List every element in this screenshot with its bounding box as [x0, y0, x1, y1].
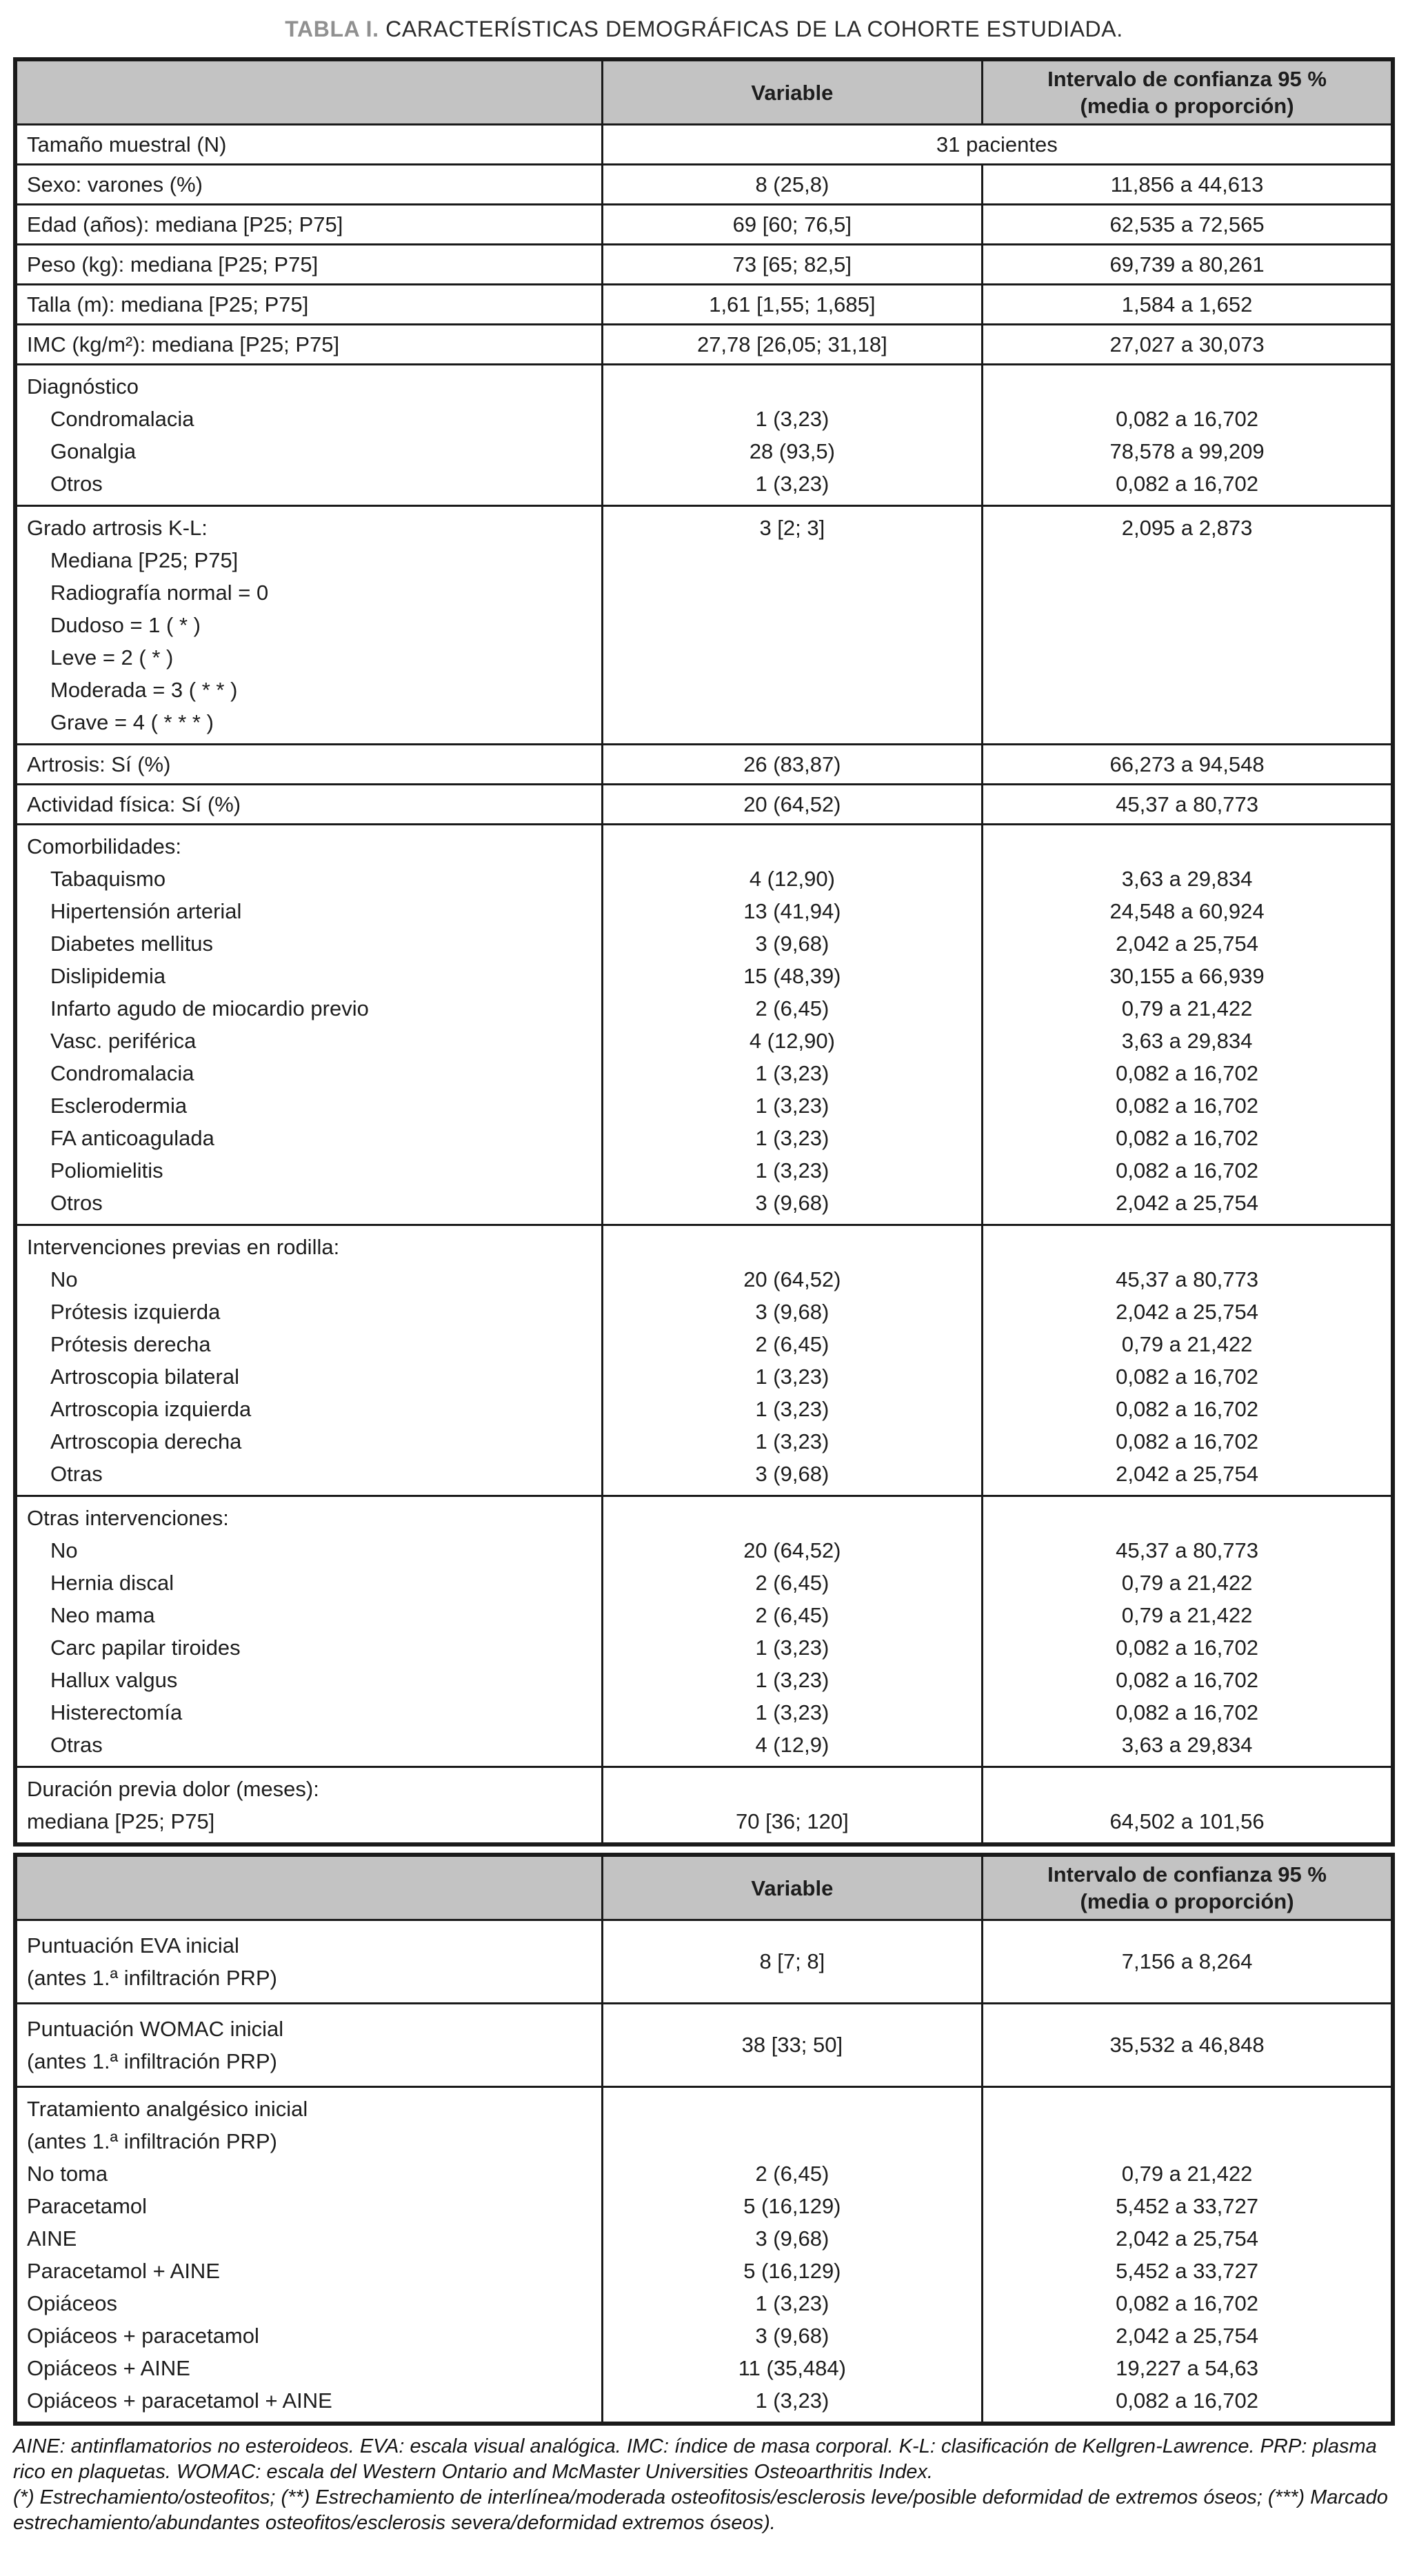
row-ci-line: 3,63 a 29,834: [1121, 1733, 1253, 1757]
row-label-line: Comorbilidades:: [27, 834, 181, 858]
row-ci-line: 2,042 a 25,754: [1116, 2324, 1258, 2348]
row-label-line: Grave = 4 ( * * * ): [50, 710, 214, 734]
row-label-line: Paracetamol: [27, 2194, 148, 2218]
row-label: [15, 365, 602, 506]
row-value-line: 1 (3,23): [755, 1094, 829, 1118]
row-value-line: [613, 830, 972, 863]
row-label-line: Intervenciones previas en rodilla:: [27, 1235, 340, 1259]
row-ci-line: 0,082 a 16,702: [1116, 472, 1258, 496]
row-label-line: Neo mama: [50, 1603, 155, 1627]
row-value: [602, 2087, 982, 2424]
row-label-line: (antes 1.ª infiltración PRP): [27, 2129, 277, 2153]
row-ci: 35,532 a 46,848: [983, 2004, 1393, 2087]
row-value: 20 (64,52): [602, 785, 982, 825]
row-label-line: No: [50, 1267, 78, 1291]
row-value-line: 20 (64,52): [743, 1267, 841, 1291]
row-ci-line: 0,79 a 21,422: [1121, 2162, 1253, 2186]
row-ci-line: 2,042 a 25,754: [1116, 1462, 1258, 1486]
row-value-line: 1 (3,23): [755, 1397, 829, 1421]
table-row: [15, 325, 1393, 365]
row-value: 26 (83,87): [602, 745, 982, 785]
row-label-line: Otras: [50, 1462, 103, 1486]
row-ci-line: 0,082 a 16,702: [1116, 1668, 1258, 1692]
row-label-line: AINE: [27, 2226, 77, 2251]
row-ci: [983, 365, 1393, 506]
row-label-line: Esclerodermia: [50, 1094, 188, 1118]
row-ci-line: 0,79 a 21,422: [1121, 1571, 1253, 1595]
row-value-line: 3 (9,68): [755, 2226, 829, 2251]
row-ci-line: 45,37 a 80,773: [1116, 1538, 1258, 1562]
row-value: 8 (25,8): [602, 165, 982, 205]
row-label-line: Carc papilar tiroides: [50, 1636, 241, 1660]
row-value-line: [613, 1231, 972, 1263]
row-value-line: [613, 544, 972, 576]
row-value-line: 4 (12,90): [749, 867, 835, 891]
table-body: [15, 1920, 1393, 2424]
row-ci-line: 0,082 a 16,702: [1116, 2388, 1258, 2413]
row-value-line: 28 (93,5): [749, 439, 835, 463]
row-value-line: 5 (16,129): [743, 2259, 841, 2283]
row-ci-line: 30,155 a 66,939: [1109, 964, 1265, 988]
row-ci-line: 3,63 a 29,834: [1121, 867, 1253, 891]
row-label-line: Diabetes mellitus: [50, 932, 214, 956]
row-label: [15, 2004, 602, 2087]
header-variable: Variable: [602, 59, 982, 125]
header-ci-line1: Intervalo de confianza 95 %: [1047, 67, 1327, 91]
row-ci: 45,37 a 80,773: [983, 785, 1393, 825]
row-label-line: Opiáceos + paracetamol: [27, 2324, 259, 2348]
row-ci-line: 0,082 a 16,702: [1116, 1636, 1258, 1660]
row-value-line: [613, 370, 972, 403]
row-value: [602, 1767, 982, 1845]
row-value-line: 2 (6,45): [755, 996, 829, 1020]
row-ci-line: [993, 706, 1381, 738]
row-label: Artrosis: Sí (%): [15, 745, 602, 785]
row-label-line: Duración previa dolor (meses):: [27, 1777, 319, 1801]
row-value-line: 70 [36; 120]: [735, 1809, 849, 1833]
row-ci: 11,856 a 44,613: [983, 165, 1393, 205]
table-row: [15, 506, 1393, 745]
table-title: [13, 17, 1395, 42]
row-ci-line: 2,095 a 2,873: [1121, 516, 1253, 540]
row-ci: 66,273 a 94,548: [983, 745, 1393, 785]
header-variable: Variable: [602, 1855, 982, 1920]
row-label: [15, 506, 602, 745]
row-ci-line: 2,042 a 25,754: [1116, 1191, 1258, 1215]
row-label-line: Leve = 2 ( * ): [50, 645, 174, 670]
row-ci-line: [993, 1502, 1381, 1534]
table-title-text: CARACTERÍSTICAS DEMOGRÁFICAS DE LA COHORTE ESTUDIADA.: [385, 17, 1123, 41]
row-ci: 1,584 a 1,652: [983, 285, 1393, 325]
row-label-line: (antes 1.ª infiltración PRP): [27, 1966, 277, 1990]
header-ci: [983, 59, 1393, 125]
row-label: Sexo: varones (%): [15, 165, 602, 205]
demographics-table: [13, 57, 1395, 1847]
row-ci-line: [993, 609, 1381, 641]
table-row: [15, 245, 1393, 285]
row-label-line: Condromalacia: [50, 407, 194, 431]
row-label-line: Prótesis derecha: [50, 1332, 211, 1356]
table-row: [15, 365, 1393, 506]
header-row: [15, 1855, 1393, 1920]
row-value-line: 1 (3,23): [755, 1700, 829, 1724]
table-row: [15, 165, 1393, 205]
row-label-line: Puntuación EVA inicial: [27, 1933, 239, 1958]
row-label-line: Otros: [50, 472, 103, 496]
row-ci-line: 2,042 a 25,754: [1116, 932, 1258, 956]
page: [13, 17, 1395, 2536]
row-ci: 69,739 a 80,261: [983, 245, 1393, 285]
row-ci-line: [993, 576, 1381, 609]
table-row: [15, 1225, 1393, 1496]
row-ci-line: 64,502 a 101,56: [1109, 1809, 1265, 1833]
table-body: [15, 125, 1393, 1845]
row-label-line: FA anticoagulada: [50, 1126, 214, 1150]
row-value-line: 3 (9,68): [755, 1191, 829, 1215]
row-label-line: Artroscopia bilateral: [50, 1365, 239, 1389]
row-label-line: Hallux valgus: [50, 1668, 178, 1692]
row-label-line: Opiáceos + paracetamol + AINE: [27, 2388, 332, 2413]
row-label-line: Vasc. periférica: [50, 1029, 197, 1053]
table-row: [15, 745, 1393, 785]
row-value-line: 15 (48,39): [743, 964, 841, 988]
row-value-line: [613, 1773, 972, 1805]
row-value-line: 1 (3,23): [755, 1636, 829, 1660]
row-label: [15, 1920, 602, 2004]
row-ci-line: [993, 2093, 1381, 2125]
row-ci-line: 45,37 a 80,773: [1116, 1267, 1258, 1291]
row-label-line: Gonalgia: [50, 439, 137, 463]
row-label: IMC (kg/m²): mediana [P25; P75]: [15, 325, 602, 365]
table-row: [15, 785, 1393, 825]
row-value: [602, 825, 982, 1225]
row-ci-line: 5,452 a 33,727: [1116, 2259, 1258, 2283]
row-label-line: Prótesis izquierda: [50, 1300, 221, 1324]
row-value-line: 1 (3,23): [755, 407, 829, 431]
row-label-line: Grado artrosis K-L:: [27, 516, 208, 540]
row-label: [15, 2087, 602, 2424]
row-value-line: 1 (3,23): [755, 1365, 829, 1389]
row-value: [602, 1225, 982, 1496]
row-ci-line: [993, 370, 1381, 403]
row-ci-line: [993, 2125, 1381, 2157]
row-ci-line: 5,452 a 33,727: [1116, 2194, 1258, 2218]
table-row: [15, 1767, 1393, 1845]
header-ci-line1: Intervalo de confianza 95 %: [1047, 1862, 1327, 1886]
row-label: Actividad física: Sí (%): [15, 785, 602, 825]
row-span-value: 31 pacientes: [602, 125, 1393, 165]
row-ci: [983, 1225, 1393, 1496]
row-value-line: [613, 2125, 972, 2157]
table-row: [15, 1920, 1393, 2004]
row-value-line: 4 (12,90): [749, 1029, 835, 1053]
row-label-line: Opiáceos + AINE: [27, 2356, 190, 2380]
row-value-line: 1 (3,23): [755, 1126, 829, 1150]
row-ci: 62,535 a 72,565: [983, 205, 1393, 245]
footnote-kl-grades: (*) Estrechamiento/osteofitos; (**) Estrechamiento de interlínea/moderada osteofitosis/esclerosis leve/posible deformidad de extremos óseos; (***) Marcado estrechamiento/abundantes osteofitos/esclerosis severa/deformidad extremos óseos).: [13, 2486, 1388, 2534]
row-ci-line: [993, 544, 1381, 576]
row-ci-line: 0,082 a 16,702: [1116, 2291, 1258, 2315]
row-value-line: 1 (3,23): [755, 2388, 829, 2413]
header-row: [15, 59, 1393, 125]
row-ci-line: 24,548 a 60,924: [1109, 899, 1265, 923]
row-value-line: [613, 1502, 972, 1534]
row-label: [15, 825, 602, 1225]
header-ci-line2: (media o proporción): [1080, 94, 1294, 118]
row-value: 27,78 [26,05; 31,18]: [602, 325, 982, 365]
row-value-line: 13 (41,94): [743, 899, 841, 923]
row-label-line: Puntuación WOMAC inicial: [27, 2017, 284, 2041]
row-value-line: 2 (6,45): [755, 2162, 829, 2186]
row-value-line: 20 (64,52): [743, 1538, 841, 1562]
row-label-line: Artroscopia derecha: [50, 1429, 242, 1453]
row-value: [602, 506, 982, 745]
baseline-scores-table: [13, 1853, 1395, 2426]
row-ci-line: [993, 674, 1381, 706]
row-value: 38 [33; 50]: [602, 2004, 982, 2087]
table-row: [15, 825, 1393, 1225]
row-ci-line: 0,082 a 16,702: [1116, 1700, 1258, 1724]
row-ci-line: 2,042 a 25,754: [1116, 1300, 1258, 1324]
row-ci: [983, 1767, 1393, 1845]
row-value-line: 3 [2; 3]: [759, 516, 825, 540]
header-ci-line2: (media o proporción): [1080, 1889, 1294, 1913]
row-value-line: [613, 674, 972, 706]
row-value-line: 1 (3,23): [755, 1158, 829, 1183]
row-label-line: (antes 1.ª infiltración PRP): [27, 2049, 277, 2073]
row-ci-line: 0,082 a 16,702: [1116, 1397, 1258, 1421]
row-ci-line: 0,082 a 16,702: [1116, 1429, 1258, 1453]
table-row: [15, 285, 1393, 325]
table-row: [15, 1496, 1393, 1767]
row-value-line: 5 (16,129): [743, 2194, 841, 2218]
row-value-line: 2 (6,45): [755, 1332, 829, 1356]
row-ci-line: 78,578 a 99,209: [1109, 439, 1265, 463]
row-value-line: 3 (9,68): [755, 932, 829, 956]
row-ci-line: 0,79 a 21,422: [1121, 1332, 1253, 1356]
row-label-line: Radiografía normal = 0: [50, 581, 269, 605]
row-ci-line: 19,227 a 54,63: [1116, 2356, 1258, 2380]
row-ci: [983, 506, 1393, 745]
row-label: Edad (años): mediana [P25; P75]: [15, 205, 602, 245]
table-row: [15, 125, 1393, 165]
row-label-line: mediana [P25; P75]: [27, 1809, 215, 1833]
row-ci-line: 0,79 a 21,422: [1121, 996, 1253, 1020]
row-label-line: Hernia discal: [50, 1571, 174, 1595]
row-value-line: 2 (6,45): [755, 1603, 829, 1627]
row-label-line: Artroscopia izquierda: [50, 1397, 252, 1421]
row-value-line: 1 (3,23): [755, 472, 829, 496]
row-label: [15, 1767, 602, 1845]
row-value-line: [613, 2093, 972, 2125]
row-ci-line: 0,79 a 21,422: [1121, 1603, 1253, 1627]
row-value-line: 1 (3,23): [755, 1668, 829, 1692]
header-empty-cell: [15, 1855, 602, 1920]
row-value: 8 [7; 8]: [602, 1920, 982, 2004]
row-value: 69 [60; 76,5]: [602, 205, 982, 245]
footnote-abbreviations: AINE: antinflamatorios no esteroideos. EVA: escala visual analógica. IMC: índice de masa corporal. K-L: clasificación de Kellgren-Lawrence. PRP: plasma rico en plaquetas. WOMAC: escala del Western Ontario and McMaster Universities Osteoarthritis Index.: [13, 2435, 1377, 2483]
row-label: Tamaño muestral (N): [15, 125, 602, 165]
footnotes: [13, 2434, 1395, 2536]
row-value-line: 3 (9,68): [755, 2324, 829, 2348]
row-ci: 7,156 a 8,264: [983, 1920, 1393, 2004]
row-ci-line: 0,082 a 16,702: [1116, 1061, 1258, 1085]
row-value: 73 [65; 82,5]: [602, 245, 982, 285]
row-value: [602, 1496, 982, 1767]
row-ci: [983, 2087, 1393, 2424]
row-value-line: 1 (3,23): [755, 1061, 829, 1085]
row-value-line: [613, 641, 972, 674]
row-label-line: Dudoso = 1 ( * ): [50, 613, 201, 637]
row-value-line: 1 (3,23): [755, 2291, 829, 2315]
row-label: [15, 1225, 602, 1496]
row-ci-line: 0,082 a 16,702: [1116, 1094, 1258, 1118]
row-value-line: 3 (9,68): [755, 1300, 829, 1324]
row-value-line: [613, 706, 972, 738]
row-label: Peso (kg): mediana [P25; P75]: [15, 245, 602, 285]
row-ci-line: [993, 830, 1381, 863]
row-value-line: 2 (6,45): [755, 1571, 829, 1595]
row-label-line: Infarto agudo de miocardio previo: [50, 996, 369, 1020]
row-value-line: 3 (9,68): [755, 1462, 829, 1486]
table-header: [15, 59, 1393, 125]
row-ci-line: 0,082 a 16,702: [1116, 1365, 1258, 1389]
row-ci-line: [993, 641, 1381, 674]
row-value: [602, 365, 982, 506]
row-label-line: Hipertensión arterial: [50, 899, 242, 923]
row-label-line: Histerectomía: [50, 1700, 183, 1724]
table-header: [15, 1855, 1393, 1920]
row-ci-line: 0,082 a 16,702: [1116, 1126, 1258, 1150]
row-label-line: Dislipidemia: [50, 964, 166, 988]
row-label-line: Moderada = 3 ( * * ): [50, 678, 238, 702]
row-value-line: 11 (35,484): [738, 2356, 846, 2380]
table-row: [15, 2087, 1393, 2424]
header-ci: [983, 1855, 1393, 1920]
row-label-line: Mediana [P25; P75]: [50, 548, 239, 572]
row-label-line: Opiáceos: [27, 2291, 117, 2315]
header-empty-cell: [15, 59, 602, 125]
row-label-line: Otras intervenciones:: [27, 1506, 229, 1530]
row-label-line: Otras: [50, 1733, 103, 1757]
row-ci-line: 0,082 a 16,702: [1116, 1158, 1258, 1183]
row-label-line: No: [50, 1538, 78, 1562]
row-label-line: Tabaquismo: [50, 867, 166, 891]
row-label-line: Tratamiento analgésico inicial: [27, 2097, 308, 2121]
table-row: [15, 2004, 1393, 2087]
row-ci: 27,027 a 30,073: [983, 325, 1393, 365]
row-value: 1,61 [1,55; 1,685]: [602, 285, 982, 325]
row-ci-line: 2,042 a 25,754: [1116, 2226, 1258, 2251]
row-ci-line: [993, 1231, 1381, 1263]
row-ci: [983, 1496, 1393, 1767]
row-label: Talla (m): mediana [P25; P75]: [15, 285, 602, 325]
table-title-label: TABLA I.: [285, 17, 379, 41]
row-label-line: No toma: [27, 2162, 108, 2186]
row-value-line: [613, 609, 972, 641]
table-row: [15, 205, 1393, 245]
row-value-line: [613, 576, 972, 609]
row-label-line: Paracetamol + AINE: [27, 2259, 220, 2283]
row-label-line: Otros: [50, 1191, 103, 1215]
row-label-line: Poliomielitis: [50, 1158, 163, 1183]
row-ci: [983, 825, 1393, 1225]
row-label-line: Diagnóstico: [27, 374, 139, 399]
row-label: [15, 1496, 602, 1767]
row-ci-line: 3,63 a 29,834: [1121, 1029, 1253, 1053]
row-ci-line: 0,082 a 16,702: [1116, 407, 1258, 431]
row-label-line: Condromalacia: [50, 1061, 194, 1085]
row-value-line: 4 (12,9): [755, 1733, 829, 1757]
row-ci-line: [993, 1773, 1381, 1805]
row-value-line: 1 (3,23): [755, 1429, 829, 1453]
